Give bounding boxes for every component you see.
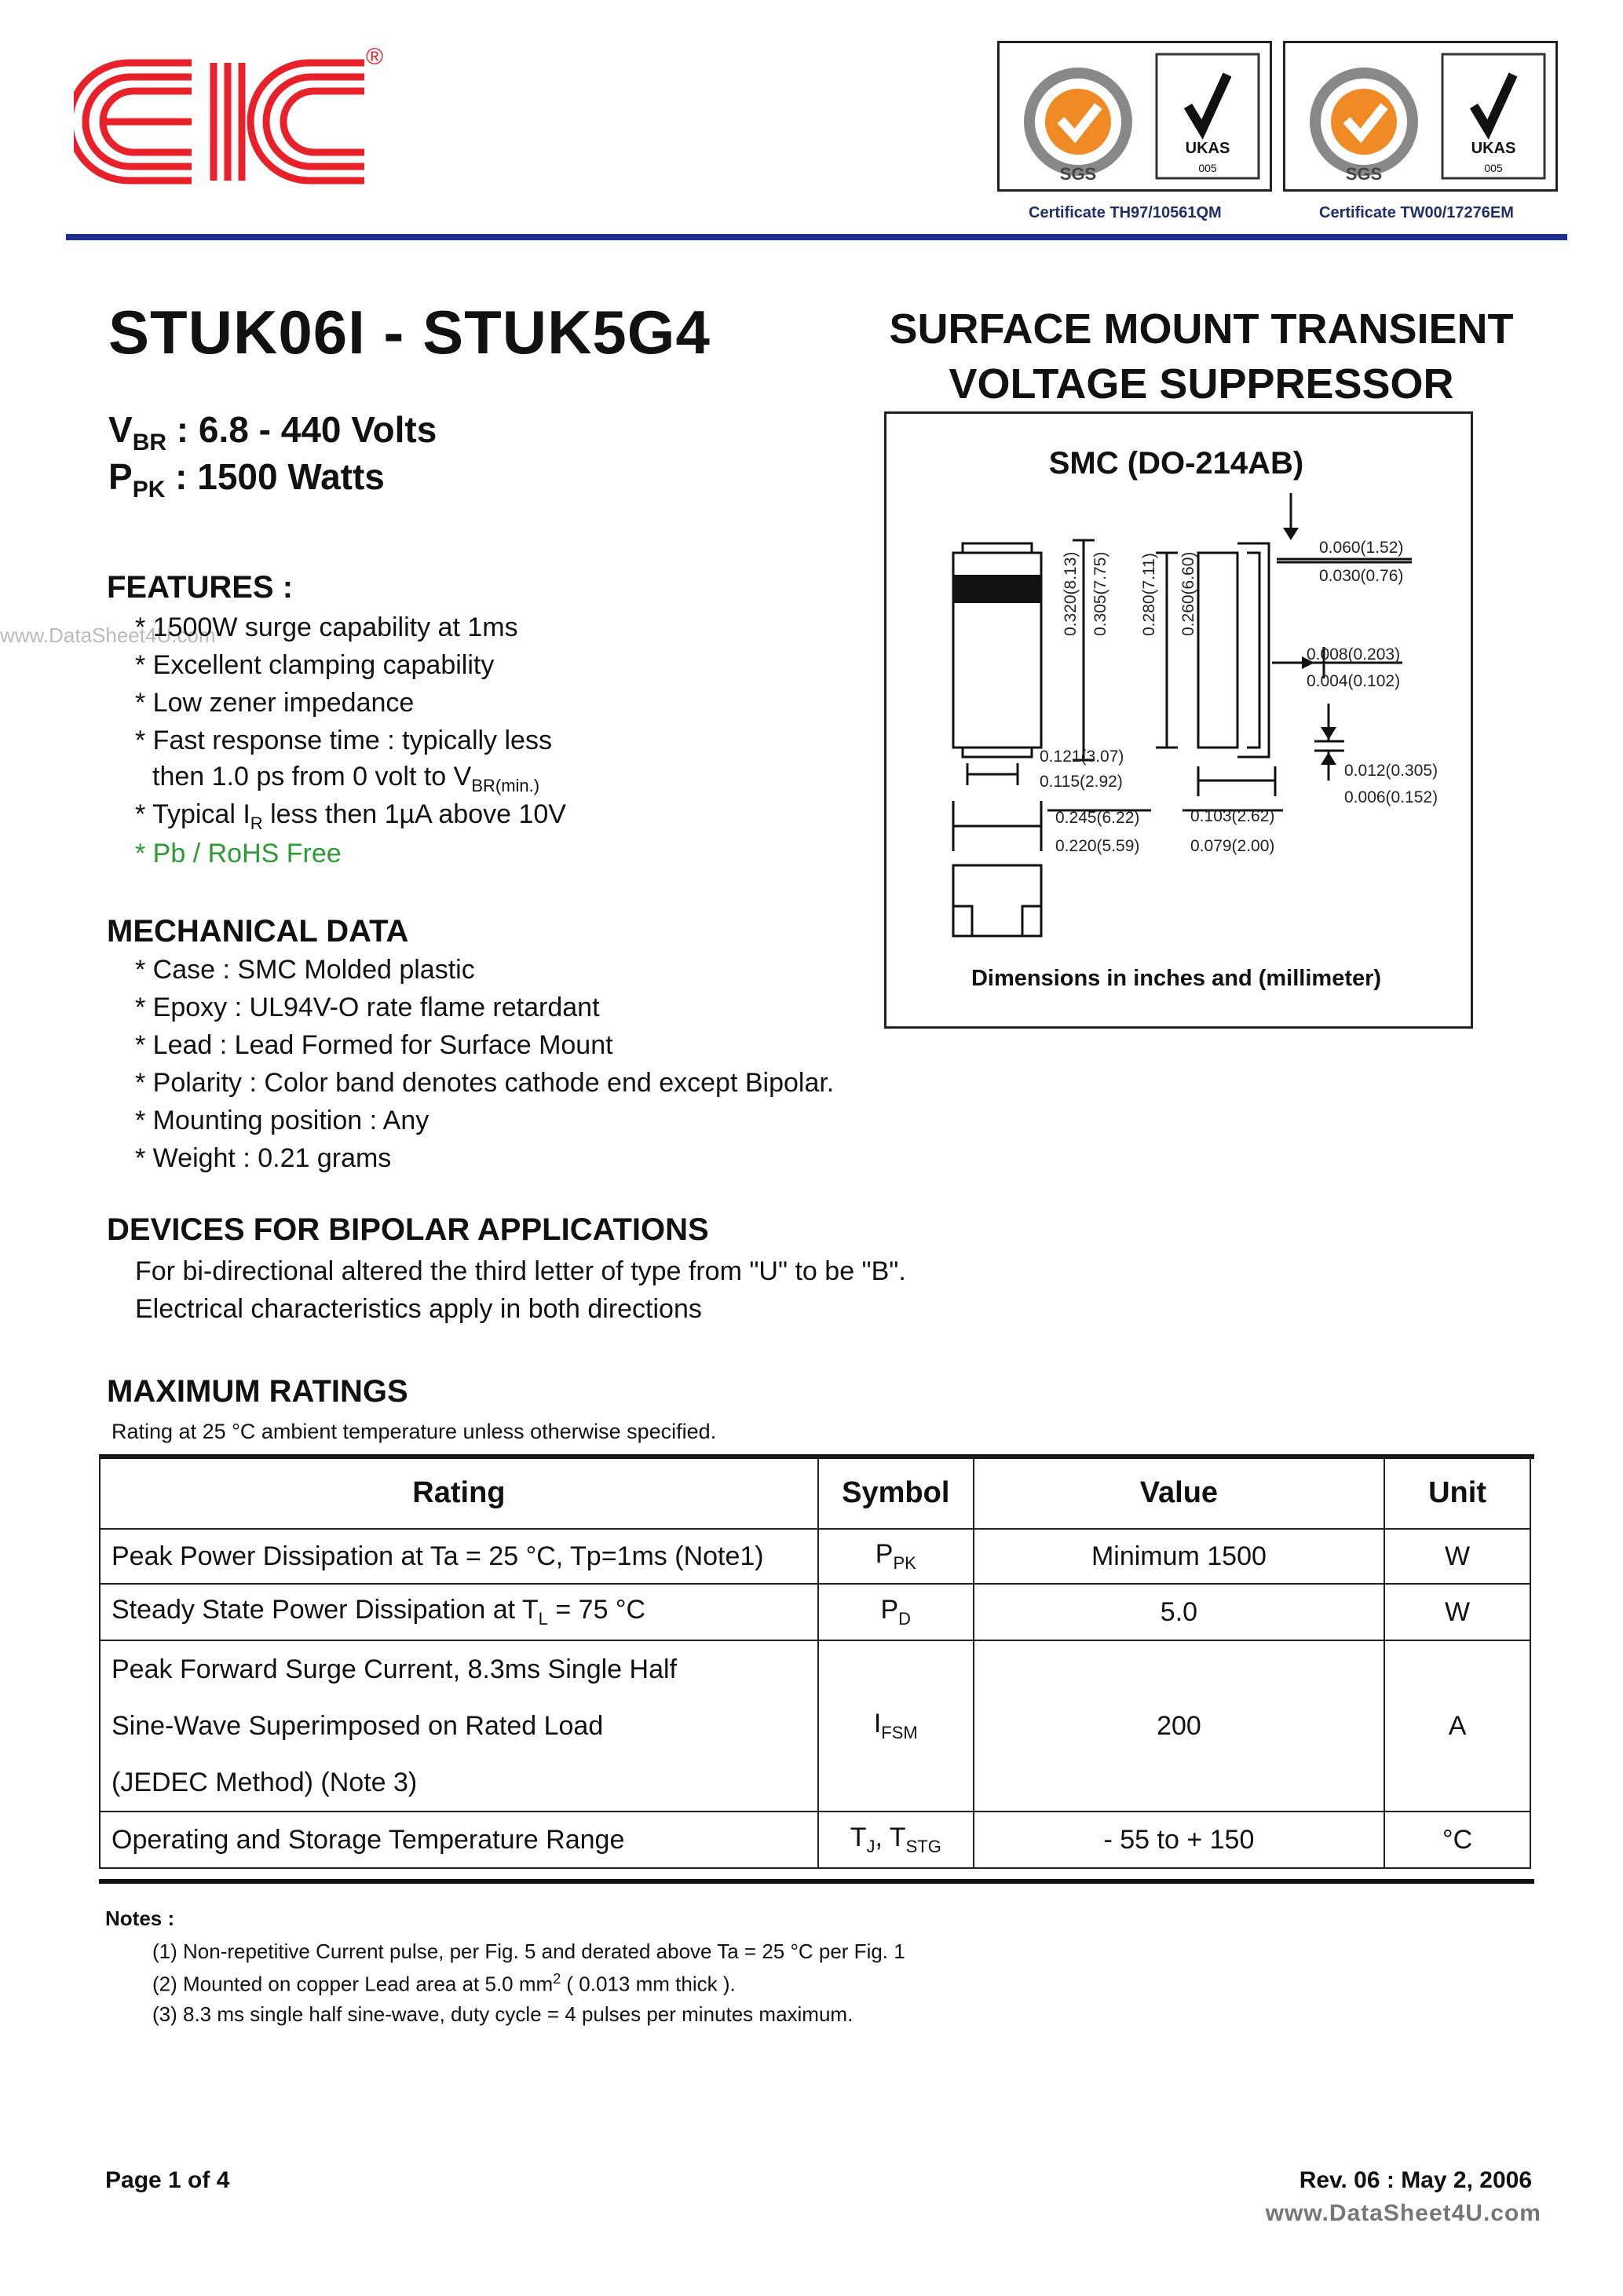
certificate-badge-iso14001 <box>1283 41 1558 192</box>
unit-cell: W <box>1384 1529 1530 1584</box>
header-rule <box>66 234 1567 240</box>
svg-text:SGS: SGS <box>1059 164 1097 184</box>
note-item: (1) Non-repetitive Current pulse, per Fig. 5 and derated above Ta = 25 °C per Fig. 1 <box>152 1940 905 1963</box>
dim-label: 0.245(6.22) <box>1055 809 1140 827</box>
company-logo <box>74 44 404 196</box>
sgs-ukas-icon <box>1000 43 1270 189</box>
table-row <box>100 1812 1530 1868</box>
certificate-badge-iso9001 <box>997 41 1272 192</box>
notes-heading: Notes : <box>105 1907 175 1930</box>
sgs-ukas-icon <box>1285 43 1555 189</box>
package-title: SMC (DO-214AB) <box>1048 446 1304 481</box>
value-cell: 200 <box>974 1640 1384 1812</box>
unit-cell: °C <box>1384 1812 1530 1868</box>
value-cell: 5.0 <box>974 1584 1384 1640</box>
feature-item-continuation: then 1.0 ps from 0 volt to $V_{BR(min.)}$ <box>152 762 540 795</box>
value-cell: Minimum 1500 <box>974 1529 1384 1584</box>
mechanical-item: * Polarity : Color band denotes cathode end except Bipolar. <box>135 1068 835 1098</box>
feature-rohs: * Pb / RoHS Free <box>135 839 342 868</box>
dim-label: 0.079(2.00) <box>1190 837 1275 855</box>
table-row <box>100 1640 1530 1812</box>
product-type-line2: VOLTAGE SUPPRESSOR <box>949 360 1454 408</box>
table-header-row <box>100 1457 1530 1529</box>
dim-label: 0.115(2.92) <box>1040 773 1123 791</box>
mechanical-item: * Epoxy : UL94V-O rate flame retardant <box>135 993 600 1022</box>
table-rule-bottom <box>99 1879 1534 1884</box>
rating-cell: Peak Power Dissipation at Ta = 25 °C, Tp=1ms (Note1) <box>100 1529 818 1584</box>
unit-cell: A <box>1384 1640 1530 1812</box>
unit-cell: W <box>1384 1584 1530 1640</box>
dim-label: 0.012(0.305) <box>1344 762 1438 780</box>
col-header: Unit <box>1384 1457 1530 1529</box>
dim-label: 0.008(0.203) <box>1307 645 1401 664</box>
col-header: Rating <box>100 1457 818 1529</box>
note-item: (2) Mounted on copper Lead area at 5.0 $mm^2$ ( 0.013 mm thick ). <box>152 1971 736 1996</box>
bipolar-heading: DEVICES FOR BIPOLAR APPLICATIONS <box>107 1212 709 1247</box>
mechanical-item: * Mounting position : Any <box>135 1106 430 1135</box>
symbol-cell: $T_J$, $T_{STG}$ <box>818 1812 974 1868</box>
feature-item: * Low zener impedance <box>135 688 415 718</box>
svg-text:SGS: SGS <box>1345 164 1383 184</box>
rating-cell: Peak Forward Surge Current, 8.3ms Single Half Sine-Wave Superimposed on Rated Load (JEDEC Method) (Note 3) <box>100 1640 818 1812</box>
dim-label: 0.103(2.62) <box>1190 807 1275 825</box>
bipolar-line: Electrical characteristics apply in both directions <box>135 1294 702 1324</box>
ratings-heading: MAXIMUM RATINGS <box>107 1374 408 1409</box>
svg-text:005: 005 <box>1484 162 1503 174</box>
svg-text:UKAS: UKAS <box>1185 140 1230 157</box>
watermark-text: www.DataSheet4U.com <box>0 623 216 647</box>
registered-mark: ® <box>366 44 384 70</box>
table-row <box>100 1584 1530 1640</box>
footer-website: www.DataSheet4U.com <box>1265 2200 1541 2226</box>
symbol-cell: $P_D$ <box>818 1584 974 1640</box>
eic-logo-mark <box>74 47 404 196</box>
dim-label: 0.004(0.102) <box>1307 672 1401 690</box>
rating-cell: Steady State Power Dissipation at $T_L = 75$ °C <box>100 1584 818 1640</box>
feature-item: * Typical $I_R$ less then 1µA above 10V <box>135 799 566 833</box>
svg-text:UKAS: UKAS <box>1471 140 1516 157</box>
note-item: (3) 8.3 ms single half sine-wave, duty cycle = 4 pulses per minutes maximum. <box>152 2002 854 2026</box>
part-number-title: STUK06I - STUK5G4 <box>108 298 711 367</box>
spec-vbr: $V_{BR}$ : 6.8 - 440 Volts <box>108 409 437 456</box>
page-number: Page 1 of 4 <box>105 2167 230 2193</box>
certificate-caption-2: Certificate TW00/17276EM <box>1319 204 1514 221</box>
symbol-cell: $I_{FSM}$ <box>818 1640 974 1812</box>
cathode-band <box>953 575 1041 603</box>
dim-label: 0.320(8.13) <box>1062 551 1080 636</box>
product-type-line1: SURFACE MOUNT TRANSIENT <box>889 305 1514 353</box>
dim-label: 0.220(5.59) <box>1055 837 1140 855</box>
feature-item: * Excellent clamping capability <box>135 650 495 680</box>
feature-item: * Fast response time : typically less <box>135 726 552 755</box>
dim-label: 0.305(7.75) <box>1091 551 1109 636</box>
dim-label: 0.260(6.60) <box>1179 551 1197 636</box>
features-heading: FEATURES : <box>107 570 294 605</box>
revision-date: Rev. 06 : May 2, 2006 <box>1299 2167 1532 2193</box>
spec-ppk: $P_{PK}$ : 1500 Watts <box>108 456 385 503</box>
dim-label: 0.280(7.11) <box>1140 553 1158 636</box>
value-cell: - 55 to + 150 <box>974 1812 1384 1868</box>
dim-label: 0.121(3.07) <box>1040 748 1124 766</box>
mechanical-heading: MECHANICAL DATA <box>107 914 409 949</box>
dim-label: 0.060(1.52) <box>1319 539 1404 557</box>
table-row <box>100 1529 1530 1584</box>
feature-item: * 1500W surge capability at 1ms <box>135 612 518 642</box>
mechanical-item: * Weight : 0.21 grams <box>135 1143 392 1173</box>
svg-text:005: 005 <box>1198 162 1217 174</box>
symbol-cell: $P_{PK}$ <box>818 1529 974 1584</box>
dim-label: 0.030(0.76) <box>1319 567 1404 585</box>
mechanical-item: * Case : SMC Molded plastic <box>135 955 475 985</box>
dim-label: 0.006(0.152) <box>1344 788 1438 806</box>
col-header: Value <box>974 1457 1384 1529</box>
package-dimensions-note: Dimensions in inches and (millimeter) <box>971 966 1382 991</box>
mechanical-item: * Lead : Lead Formed for Surface Mount <box>135 1030 613 1060</box>
rating-cell: Operating and Storage Temperature Range <box>100 1812 818 1868</box>
bipolar-line: For bi-directional altered the third letter of type from "U" to be "B". <box>135 1256 906 1286</box>
col-header: Symbol <box>818 1457 974 1529</box>
ratings-subtitle: Rating at 25 °C ambient temperature unless otherwise specified. <box>111 1420 717 1443</box>
certificate-caption-1: Certificate TH97/10561QM <box>1029 204 1222 221</box>
max-ratings-table <box>99 1456 1531 1869</box>
